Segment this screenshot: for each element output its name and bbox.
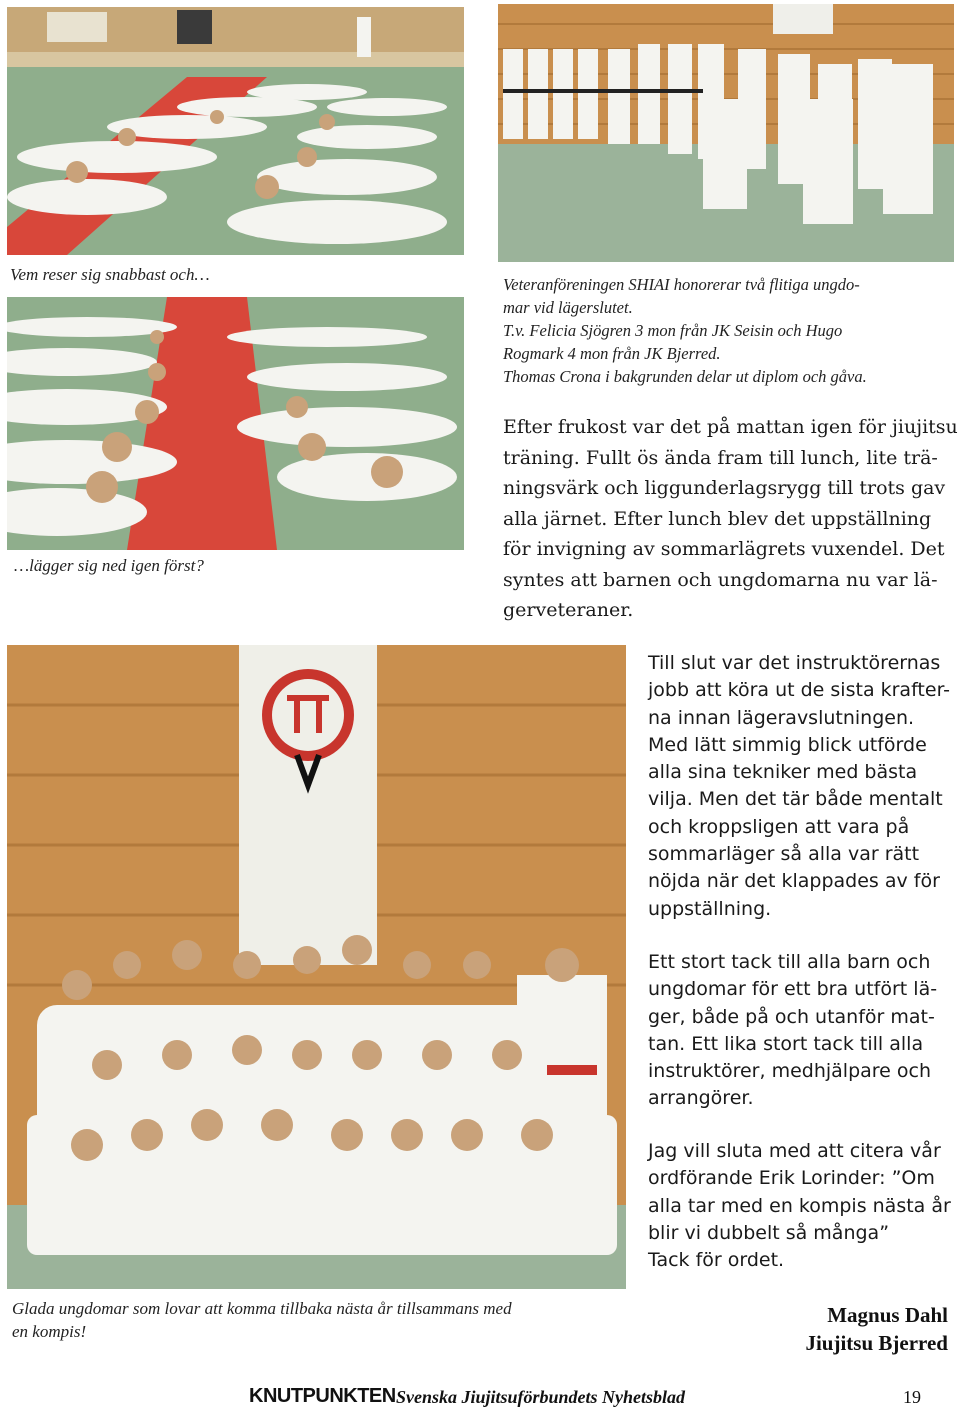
text-line: alla järnet. Efter lunch blev det uppställning xyxy=(503,507,932,530)
photo-pushup-line xyxy=(7,7,464,255)
text-line: jobb att köra ut de sista krafter- xyxy=(648,679,951,702)
caption-text: …lägger sig ned igen först? xyxy=(14,556,204,575)
text-line: uppställning. xyxy=(648,897,772,920)
author-name: Magnus Dahl xyxy=(827,1303,948,1327)
text-line: ningsvärk och liggunderlagsrygg till trots gav xyxy=(503,477,946,499)
caption-line: Glada ungdomar som lovar att komma tillbaka nästa år tillsammans med xyxy=(12,1299,512,1318)
caption-line: mar vid lägerslutet. xyxy=(503,298,633,317)
page-number: 19 xyxy=(903,1387,921,1407)
text-line: Efter frukost var det på mattan igen för jiujitsu xyxy=(503,416,958,438)
text-line: ger, både på och utanför mat- xyxy=(648,1005,935,1028)
photo-lying-line xyxy=(7,297,464,550)
text-line: blir vi dubbelt så många” xyxy=(648,1221,890,1244)
text-line: vilja. Men det tär både mentalt xyxy=(648,788,943,811)
text-line: Med lätt simmig blick utförde xyxy=(648,733,927,756)
text-line: ordförande Erik Lorinder: ”Om xyxy=(648,1167,935,1190)
magazine-brand: KNUTPUNKTEN xyxy=(249,1385,396,1407)
text-line: Ett stort tack till alla barn och xyxy=(648,951,931,973)
caption-photo-2 xyxy=(14,556,204,576)
text-line: syntes att barnen och ungdomarna nu var lä- xyxy=(503,568,938,591)
text-line: gerveteraner. xyxy=(503,599,634,621)
caption-line: Rogmark 4 mon från JK Bjerred. xyxy=(503,344,721,363)
text-line: träning. Fullt ös ända fram till lunch, lite trä- xyxy=(503,446,938,469)
text-line: Till slut var det instruktörernas xyxy=(648,652,941,674)
text-line: alla tar med en kompis nästa år xyxy=(648,1194,951,1217)
text-line: sommarläger så alla var rätt xyxy=(648,843,920,866)
caption-text: Vem reser sig snabbast och… xyxy=(10,265,210,284)
text-line: alla sina tekniker med bästa xyxy=(648,761,918,784)
photo-bowing-ceremony xyxy=(498,4,954,262)
text-line: na innan lägeravslutningen. xyxy=(648,706,915,729)
text-line: och kroppsligen att vara på xyxy=(648,815,910,838)
caption-line: Veteranföreningen SHIAI honorerar två flitiga ungdo- xyxy=(503,275,860,294)
caption-line: Thomas Crona i bakgrunden delar ut diplom och gåva. xyxy=(503,367,867,386)
photo-group xyxy=(7,645,626,1289)
text-line: instruktörer, medhjälpare och xyxy=(648,1060,932,1083)
article-paragraph-1 xyxy=(503,412,958,626)
text-line: ungdomar för ett bra utfört lä- xyxy=(648,978,938,1001)
text-line: tan. Ett lika stort tack till alla xyxy=(648,1032,924,1055)
author-signature xyxy=(805,1301,948,1357)
caption-line: en kompis! xyxy=(12,1322,87,1341)
article-paragraph-4 xyxy=(648,1138,951,1274)
text-line: Tack för ordet. xyxy=(648,1249,785,1272)
caption-line: T.v. Felicia Sjögren 3 mon från JK Seisin och Hugo xyxy=(503,321,843,340)
article-paragraph-2 xyxy=(648,650,950,923)
page-footer xyxy=(0,1382,960,1410)
text-line: nöjda när det klappades av för xyxy=(648,870,940,893)
text-line: Jag vill sluta med att citera vår xyxy=(648,1140,941,1162)
text-line: arrangörer. xyxy=(648,1087,754,1110)
caption-photo-1 xyxy=(10,265,210,285)
article-paragraph-3 xyxy=(648,949,937,1113)
caption-award xyxy=(503,273,867,388)
author-club: Jiujitsu Bjerred xyxy=(805,1331,948,1355)
caption-group-photo xyxy=(12,1297,512,1343)
text-line: för invigning av sommarlägrets vuxendel. Det xyxy=(503,538,945,560)
magazine-subtitle: Svenska Jiujitsuförbundets Nyhetsblad xyxy=(396,1387,686,1407)
